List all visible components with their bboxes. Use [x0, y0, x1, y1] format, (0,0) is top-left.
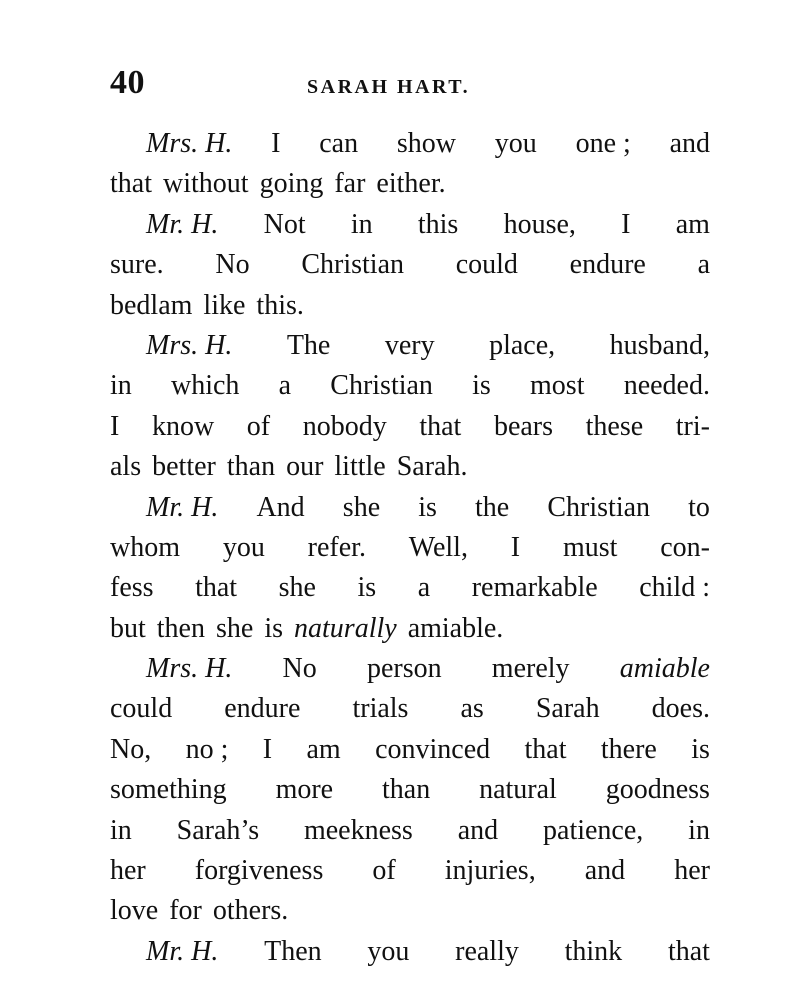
word: is — [264, 612, 284, 644]
word: this. — [256, 289, 304, 321]
word: person — [366, 653, 442, 685]
word: most — [530, 370, 585, 402]
word: either. — [376, 168, 446, 200]
text-line — [110, 124, 710, 164]
text-line — [110, 730, 710, 770]
text-line — [110, 205, 710, 245]
word: in — [110, 370, 132, 402]
word: I — [510, 531, 521, 563]
text-line — [110, 568, 710, 608]
word: is — [472, 370, 491, 402]
word: sure. — [110, 249, 164, 281]
word: little — [334, 451, 386, 483]
emphasized-word: amiable — [619, 653, 710, 685]
word: forgiveness — [194, 855, 324, 887]
word: remarkable — [471, 572, 598, 604]
word: her — [110, 855, 146, 887]
word: bears — [493, 410, 554, 442]
text-line — [110, 447, 710, 487]
word: than — [226, 451, 276, 483]
word: you — [367, 935, 410, 967]
word: natural — [479, 774, 557, 806]
word: that — [667, 935, 710, 967]
word: I — [621, 208, 631, 240]
text-line — [110, 366, 710, 406]
speaker-label: Mrs. H. — [146, 128, 233, 159]
word: is — [418, 491, 437, 523]
word: amiable. — [407, 612, 504, 644]
word: Christian — [547, 491, 651, 523]
text-line — [110, 851, 710, 891]
word: very — [384, 329, 435, 361]
word: going — [259, 168, 324, 200]
text-line — [110, 932, 710, 972]
text-line — [110, 407, 710, 447]
word: does. — [651, 693, 710, 725]
speaker-label: Mr. H. — [146, 491, 219, 523]
speaker-label: Mr. H. — [146, 935, 219, 967]
word: The — [286, 329, 331, 361]
word: show — [396, 128, 456, 159]
text-line — [110, 164, 710, 204]
word: merely — [491, 653, 570, 685]
word: like — [203, 289, 246, 321]
word: meekness — [303, 814, 413, 846]
word: could — [110, 693, 173, 725]
speaker-label: Mrs. H. — [146, 329, 233, 361]
word: I — [262, 733, 273, 765]
word: am — [306, 733, 341, 765]
word: more — [275, 774, 334, 806]
text-line — [110, 770, 710, 810]
text-line — [110, 649, 710, 689]
word: whom — [110, 531, 180, 563]
word: I — [271, 128, 281, 159]
word: Not — [263, 208, 306, 240]
word: in — [350, 208, 373, 240]
word: Then — [264, 935, 322, 967]
word: for — [169, 895, 202, 927]
word: as — [460, 693, 484, 725]
word: of — [372, 855, 396, 887]
word: the — [475, 491, 510, 523]
word: No — [215, 249, 250, 281]
word: am — [675, 208, 710, 240]
word: is — [357, 572, 377, 604]
word: she — [216, 612, 254, 644]
text-line — [110, 286, 710, 326]
speaker-label: Mrs. H. — [146, 653, 233, 685]
word: that — [110, 168, 152, 200]
word: a — [697, 249, 710, 281]
word: Sarah. — [396, 451, 468, 483]
word: house, — [503, 208, 576, 240]
word: must — [562, 531, 618, 563]
word: and — [584, 855, 626, 887]
word: far — [334, 168, 366, 200]
word: is — [691, 733, 710, 765]
word: to — [688, 491, 710, 523]
body-text — [110, 124, 710, 972]
word: than — [381, 774, 431, 806]
word: Sarah — [535, 693, 600, 725]
text-line — [110, 609, 710, 649]
emphasized-word: naturally — [294, 612, 397, 644]
running-head: SARAH HART. — [307, 76, 471, 98]
word: trials — [352, 693, 409, 725]
word: nobody — [302, 410, 387, 442]
word: needed. — [623, 370, 710, 402]
word: Well, — [408, 531, 468, 563]
word: one ; — [575, 128, 631, 159]
word: No, — [110, 733, 152, 765]
word: others. — [212, 895, 289, 927]
word: you — [494, 128, 537, 159]
word: place, — [489, 329, 556, 361]
word: husband, — [609, 329, 710, 361]
word: patience, — [543, 814, 644, 846]
text-line — [110, 528, 710, 568]
word: a — [278, 370, 292, 402]
text-line — [110, 488, 710, 528]
word: she — [342, 491, 381, 523]
word: Sarah’s — [176, 814, 260, 846]
word: a — [417, 572, 431, 604]
word: endure — [224, 693, 301, 725]
word: no ; — [185, 733, 229, 765]
word: And — [256, 491, 305, 523]
word: know — [151, 410, 215, 442]
word: bedlam — [110, 289, 193, 321]
word: injuries, — [444, 855, 536, 887]
text-line — [110, 689, 710, 729]
word: I — [110, 410, 120, 442]
word: child : — [639, 572, 710, 604]
word: which — [170, 370, 240, 402]
word: our — [286, 451, 324, 483]
word: these — [585, 410, 644, 442]
page-header — [110, 64, 710, 114]
page-number: 40 — [110, 64, 145, 101]
word: really — [455, 935, 519, 967]
word: and — [457, 814, 499, 846]
word: you — [222, 531, 265, 563]
word: but — [110, 612, 146, 644]
word: this — [417, 208, 459, 240]
word: goodness — [605, 774, 710, 806]
word: No — [282, 653, 317, 685]
word: could — [455, 249, 518, 281]
word: tri- — [675, 410, 710, 442]
word: Christian — [330, 370, 433, 402]
word: without — [163, 168, 249, 200]
word: and — [669, 128, 710, 159]
speaker-label: Mr. H. — [146, 208, 219, 240]
word: convinced — [375, 733, 491, 765]
word: that — [195, 572, 238, 604]
word: endure — [569, 249, 646, 281]
text-line — [110, 326, 710, 366]
word: Christian — [301, 249, 404, 281]
text-line — [110, 245, 710, 285]
word: then — [156, 612, 205, 644]
word: fess — [110, 572, 154, 604]
word: that — [419, 410, 462, 442]
word: something — [110, 774, 227, 806]
word: of — [246, 410, 271, 442]
word: think — [564, 935, 623, 967]
text-line — [110, 891, 710, 931]
word: she — [278, 572, 316, 604]
word: con- — [660, 531, 710, 563]
text-line — [110, 811, 710, 851]
word: als — [110, 451, 142, 483]
word: her — [674, 855, 710, 887]
word: in — [688, 814, 710, 846]
word: better — [152, 451, 216, 483]
word: in — [110, 814, 132, 846]
word: love — [110, 895, 159, 927]
word: there — [600, 733, 657, 765]
word: refer. — [307, 531, 366, 563]
word: can — [319, 128, 359, 159]
word: that — [524, 733, 567, 765]
